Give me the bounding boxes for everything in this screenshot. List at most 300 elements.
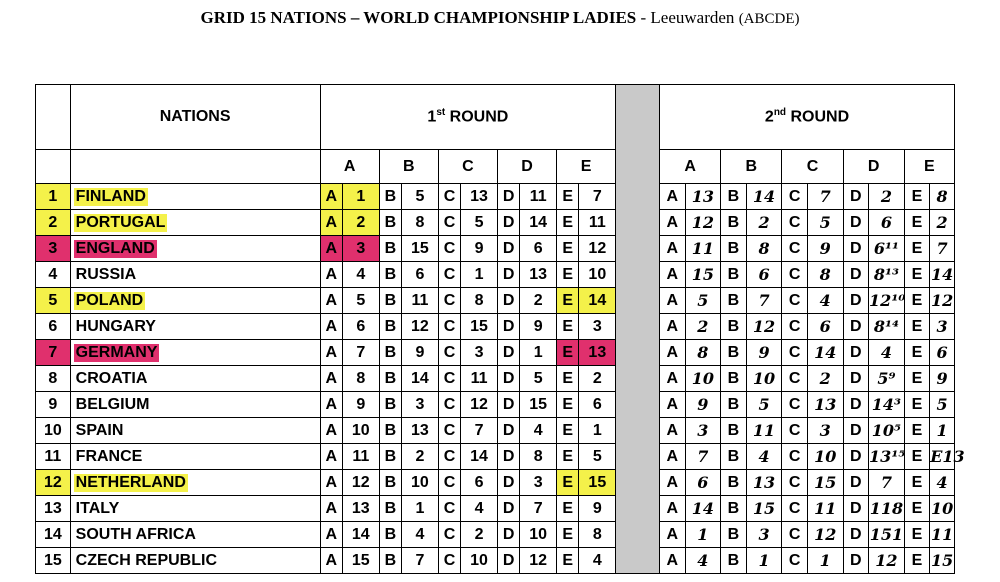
round2-handwritten-number: 4 [685,548,721,574]
round2-group-letter: D [843,340,868,366]
nation-row [36,184,955,210]
nation-number: 2 [36,210,71,236]
round1-group-header: B [379,150,438,184]
round2-handwritten-number: 3 [930,314,955,340]
round2-handwritten-number: 15 [930,548,955,574]
round1-group-letter: E [557,340,579,366]
round2-group-letter: A [660,262,685,288]
round1-group-letter: D [497,522,519,548]
round1-table-number: 1 [342,184,379,210]
page-title [0,8,1000,28]
round2-handwritten-number: 3 [685,418,721,444]
round2-handwritten-number: 14 [746,184,782,210]
round1-table-number: 3 [461,340,498,366]
round1-table-number: 6 [402,262,439,288]
round1-table-number: 2 [579,366,616,392]
round1-group-letter: E [557,262,579,288]
round2-handwritten-number: 2 [685,314,721,340]
round1-table-number: 7 [579,184,616,210]
round1-group-letter: A [320,418,342,444]
round1-group-letter: B [379,314,401,340]
nation-name-cell [70,314,320,340]
round2-handwritten-number: 14³ [869,392,905,418]
blank-name-header [70,150,320,184]
nation-name: ENGLAND [75,239,155,257]
round1-group-letter: C [438,236,460,262]
nation-name-cell [70,288,320,314]
round1-table-number: 12 [402,314,439,340]
round2-group-letter: E [904,340,929,366]
round1-group-letter: A [320,444,342,470]
round1-table-number: 7 [520,496,557,522]
round1-table-number: 9 [579,496,616,522]
round1-table-number: 15 [402,236,439,262]
round1-group-letter: C [438,262,460,288]
round1-group-letter: D [497,210,519,236]
round1-group-letter: B [379,418,401,444]
round1-table-number: 7 [402,548,439,574]
round2-group-letter: D [843,470,868,496]
nation-row [36,470,955,496]
round2-handwritten-number: 8 [685,340,721,366]
round2-handwritten-number: 13 [807,392,843,418]
round1-group-letter: D [497,444,519,470]
round2-handwritten-number: 6 [807,314,843,340]
nation-row [36,262,955,288]
round1-table-number: 14 [520,210,557,236]
round1-group-letter: A [320,548,342,574]
round2-group-letter: E [904,522,929,548]
round2-group-letter: B [721,444,746,470]
round2-handwritten-number: 6 [930,340,955,366]
nations-header: NATIONS [70,85,320,150]
round1-table-number: 5 [520,366,557,392]
round1-table-number: 1 [461,262,498,288]
round1-group-letter: A [320,340,342,366]
round2-group-letter: A [660,418,685,444]
round2-group-letter: D [843,314,868,340]
round1-table-number: 8 [461,288,498,314]
round1-table-number: 15 [461,314,498,340]
nation-row [36,314,955,340]
round1-group-letter: B [379,366,401,392]
nation-row [36,236,955,262]
round2-group-letter: B [721,236,746,262]
round2-handwritten-number: 3 [746,522,782,548]
nation-name-cell [70,366,320,392]
nation-number: 6 [36,314,71,340]
round1-group-letter: B [379,496,401,522]
round1-table-number: 11 [402,288,439,314]
nation-row [36,392,955,418]
title-dash: - [636,8,651,27]
round2-handwritten-number: 12 [685,210,721,236]
round2-group-letter: C [782,522,807,548]
title-main: GRID 15 NATIONS – WORLD CHAMPIONSHIP LADIES [200,8,637,27]
nation-number: 8 [36,366,71,392]
round2-handwritten-number: 6 [869,210,905,236]
round1-group-letter: C [438,470,460,496]
round2-handwritten-number: 12 [869,548,905,574]
round2-group-letter: C [782,548,807,574]
round1-table-number: 7 [461,418,498,444]
round1-table-number: 2 [461,522,498,548]
round1-table-number: 5 [402,184,439,210]
round1-group-letter: C [438,288,460,314]
round1-group-letter: A [320,236,342,262]
round1-group-letter: B [379,210,401,236]
round2-handwritten-number: 14 [685,496,721,522]
round1-group-letter: E [557,236,579,262]
round2-group-letter: A [660,366,685,392]
round1-table-number: 8 [520,444,557,470]
round2-group-letter: A [660,236,685,262]
round1-table-number: 11 [520,184,557,210]
nation-name-cell [70,496,320,522]
round2-group-letter: C [782,444,807,470]
round2-handwritten-number: 1 [685,522,721,548]
round-separator [616,85,660,574]
nation-number: 7 [36,340,71,366]
round2-handwritten-number: 5 [685,288,721,314]
round2-handwritten-number: 6¹¹ [869,236,905,262]
round1-table-number: 9 [402,340,439,366]
round1-group-letter: A [320,314,342,340]
round2-handwritten-number: 7 [930,236,955,262]
round1-group-letter: D [497,262,519,288]
round2-group-letter: A [660,470,685,496]
round2-group-letter: C [782,210,807,236]
round1-table-number: 1 [402,496,439,522]
round2-handwritten-number: 8¹³ [869,262,905,288]
round1-table-number: 12 [520,548,557,574]
round1-group-letter: D [497,288,519,314]
round2-group-letter: C [782,340,807,366]
round2-handwritten-number: 12¹⁰ [869,288,905,314]
round1-table-number: 11 [579,210,616,236]
round1-table-number: 2 [342,210,379,236]
nation-number: 11 [36,444,71,470]
round2-group-letter: C [782,392,807,418]
round2-group-letter: B [721,262,746,288]
round2-group-letter: B [721,314,746,340]
round1-group-letter: D [497,548,519,574]
round1-group-letter: E [557,444,579,470]
blank-num-header [36,150,71,184]
nation-row [36,366,955,392]
round2-group-letter: B [721,548,746,574]
round1-group-letter: D [497,496,519,522]
round1-group-letter: B [379,392,401,418]
round2-group-letter: D [843,262,868,288]
nation-number: 14 [36,522,71,548]
round1-table-number: 11 [461,366,498,392]
round1-table-number: 6 [520,236,557,262]
round2-handwritten-number: 10 [807,444,843,470]
round1-table-number: 8 [342,366,379,392]
round1-table-number: 14 [579,288,616,314]
round2-group-letter: B [721,288,746,314]
nation-number: 9 [36,392,71,418]
round1-group-letter: B [379,262,401,288]
round1-table-number: 12 [579,236,616,262]
round2-group-letter: B [721,496,746,522]
round2-handwritten-number: 10 [930,496,955,522]
round1-table-number: 13 [342,496,379,522]
round2-group-letter: A [660,522,685,548]
round1-group-letter: E [557,470,579,496]
round1-group-letter: A [320,392,342,418]
nation-name-cell [70,340,320,366]
round2-handwritten-number: 2 [746,210,782,236]
round1-group-letter: C [438,210,460,236]
round2-group-letter: D [843,392,868,418]
nation-name: PORTUGAL [75,213,166,231]
nation-name-cell [70,262,320,288]
round1-table-number: 11 [342,444,379,470]
round1-group-header: E [557,150,616,184]
nation-name: BELGIUM [75,395,150,413]
round1-table-number: 4 [342,262,379,288]
round1-header [320,85,616,150]
round2-group-letter: E [904,496,929,522]
round2-group-letter: D [843,418,868,444]
round1-word: ROUND [445,108,509,126]
round2-group-letter: C [782,236,807,262]
round2-group-letter: E [904,470,929,496]
nation-name-cell [70,522,320,548]
nation-row [36,340,955,366]
round1-group-letter: C [438,548,460,574]
round2-group-letter: E [904,366,929,392]
round2-handwritten-number: 11 [746,418,782,444]
round2-handwritten-number: 5 [746,392,782,418]
round2-group-letter: D [843,236,868,262]
nation-number: 12 [36,470,71,496]
round1-suffix: st [436,107,446,119]
nation-name: CROATIA [75,369,148,387]
round1-table-number: 15 [342,548,379,574]
round2-group-letter: A [660,288,685,314]
round1-group-header: C [438,150,497,184]
round1-table-number: 10 [461,548,498,574]
round1-group-letter: A [320,210,342,236]
round2-group-letter: C [782,418,807,444]
round2-handwritten-number: 7 [746,288,782,314]
round1-group-letter: B [379,288,401,314]
title-place: Leeuwarden [650,8,735,27]
round2-group-letter: B [721,184,746,210]
round2-handwritten-number: 14 [930,262,955,288]
round1-table-number: 6 [342,314,379,340]
nation-name-cell [70,210,320,236]
round1-table-number: 12 [461,392,498,418]
round2-handwritten-number: 5 [807,210,843,236]
round2-group-letter: B [721,418,746,444]
round2-group-header: E [904,150,954,184]
round1-table-number: 6 [461,470,498,496]
round1-group-letter: D [497,236,519,262]
round1-table-number: 3 [402,392,439,418]
round2-group-letter: E [904,444,929,470]
round1-table-number: 10 [579,262,616,288]
round1-table-number: 15 [520,392,557,418]
round2-handwritten-number: 1 [746,548,782,574]
round1-table-number: 1 [520,340,557,366]
round2-handwritten-number: 4 [930,470,955,496]
nation-name-cell [70,418,320,444]
round2-handwritten-number: 9 [685,392,721,418]
nation-name: SOUTH AFRICA [75,525,196,543]
nation-row [36,496,955,522]
round1-table-number: 14 [461,444,498,470]
round1-group-letter: C [438,444,460,470]
round2-handwritten-number: 13 [685,184,721,210]
round2-handwritten-number: 7 [807,184,843,210]
round1-table-number: 5 [342,288,379,314]
round2-handwritten-number: 9 [807,236,843,262]
round1-table-number: 10 [520,522,557,548]
round2-handwritten-number: 10 [746,366,782,392]
nation-row [36,548,955,574]
round2-handwritten-number: 2 [930,210,955,236]
round2-group-letter: B [721,392,746,418]
round1-number: 1 [427,108,437,126]
round2-handwritten-number: E13 [930,444,955,470]
nation-number: 10 [36,418,71,444]
round2-number: 2 [764,108,774,126]
round2-handwritten-number: 11 [930,522,955,548]
round1-table-number: 3 [520,470,557,496]
round1-group-letter: E [557,210,579,236]
nation-name: POLAND [75,291,144,309]
round2-group-letter: B [721,210,746,236]
round1-group-letter: C [438,184,460,210]
round2-handwritten-number: 1 [807,548,843,574]
round2-handwritten-number: 8 [807,262,843,288]
nation-name: GERMANY [75,343,158,361]
round1-table-number: 9 [520,314,557,340]
nation-name: ITALY [75,499,120,517]
round2-handwritten-number: 5⁹ [869,366,905,392]
round1-table-number: 4 [461,496,498,522]
round1-group-letter: A [320,496,342,522]
round1-group-letter: B [379,444,401,470]
round2-handwritten-number: 3 [807,418,843,444]
round1-group-letter: E [557,392,579,418]
round1-group-letter: C [438,340,460,366]
nation-name: NETHERLAND [75,473,186,491]
round2-group-letter: C [782,366,807,392]
round1-table-number: 15 [579,470,616,496]
round2-group-letter: D [843,288,868,314]
round1-table-number: 8 [579,522,616,548]
round1-group-letter: E [557,496,579,522]
round1-group-letter: E [557,184,579,210]
nation-row [36,288,955,314]
round2-group-letter: A [660,340,685,366]
round1-group-letter: E [557,288,579,314]
round2-handwritten-number: 1 [930,418,955,444]
round2-group-letter: E [904,548,929,574]
nation-name: FINLAND [75,187,146,205]
round2-group-letter: C [782,184,807,210]
round1-group-letter: E [557,548,579,574]
round1-group-letter: A [320,262,342,288]
round2-group-letter: B [721,340,746,366]
round2-group-letter: E [904,392,929,418]
round2-group-letter: E [904,314,929,340]
round2-handwritten-number: 12 [930,288,955,314]
round2-group-letter: E [904,210,929,236]
round1-group-letter: C [438,522,460,548]
round2-group-letter: C [782,470,807,496]
nation-number: 13 [36,496,71,522]
round2-handwritten-number: 4 [807,288,843,314]
nation-number: 1 [36,184,71,210]
title-code: (ABCDE) [738,11,800,27]
nation-name-cell [70,444,320,470]
round1-group-letter: E [557,366,579,392]
round2-suffix: nd [773,107,787,119]
round2-group-letter: A [660,210,685,236]
nation-name: HUNGARY [75,317,156,335]
round2-group-letter: D [843,210,868,236]
round1-group-letter: D [497,184,519,210]
nation-row [36,210,955,236]
round2-group-letter: E [904,184,929,210]
header-row-rounds [36,85,955,150]
round2-group-letter: A [660,548,685,574]
nation-number: 3 [36,236,71,262]
round1-group-letter: E [557,522,579,548]
round2-handwritten-number: 13¹⁵ [869,444,905,470]
nation-row [36,418,955,444]
round2-handwritten-number: 9 [746,340,782,366]
round1-group-letter: A [320,366,342,392]
round1-table-number: 4 [579,548,616,574]
round2-handwritten-number: 11 [807,496,843,522]
round1-table-number: 6 [579,392,616,418]
round1-group-letter: B [379,522,401,548]
round1-group-letter: B [379,184,401,210]
round2-handwritten-number: 6 [746,262,782,288]
round2-handwritten-number: 13 [746,470,782,496]
round1-group-header: A [320,150,379,184]
round1-group-letter: C [438,496,460,522]
round1-table-number: 13 [402,418,439,444]
round2-group-letter: C [782,288,807,314]
nation-number: 4 [36,262,71,288]
round1-group-letter: D [497,314,519,340]
round1-table-number: 3 [579,314,616,340]
round2-group-letter: D [843,548,868,574]
round2-handwritten-number: 7 [869,470,905,496]
round2-handwritten-number: 2 [807,366,843,392]
round1-group-letter: A [320,288,342,314]
nation-name-cell [70,470,320,496]
round2-handwritten-number: 12 [746,314,782,340]
round1-table-number: 7 [342,340,379,366]
nation-name-cell [70,236,320,262]
round2-handwritten-number: 151 [869,522,905,548]
round1-table-number: 2 [402,444,439,470]
nation-number: 15 [36,548,71,574]
round2-group-letter: E [904,288,929,314]
round1-table-number: 8 [402,210,439,236]
round2-group-header: B [721,150,782,184]
round1-group-letter: B [379,548,401,574]
